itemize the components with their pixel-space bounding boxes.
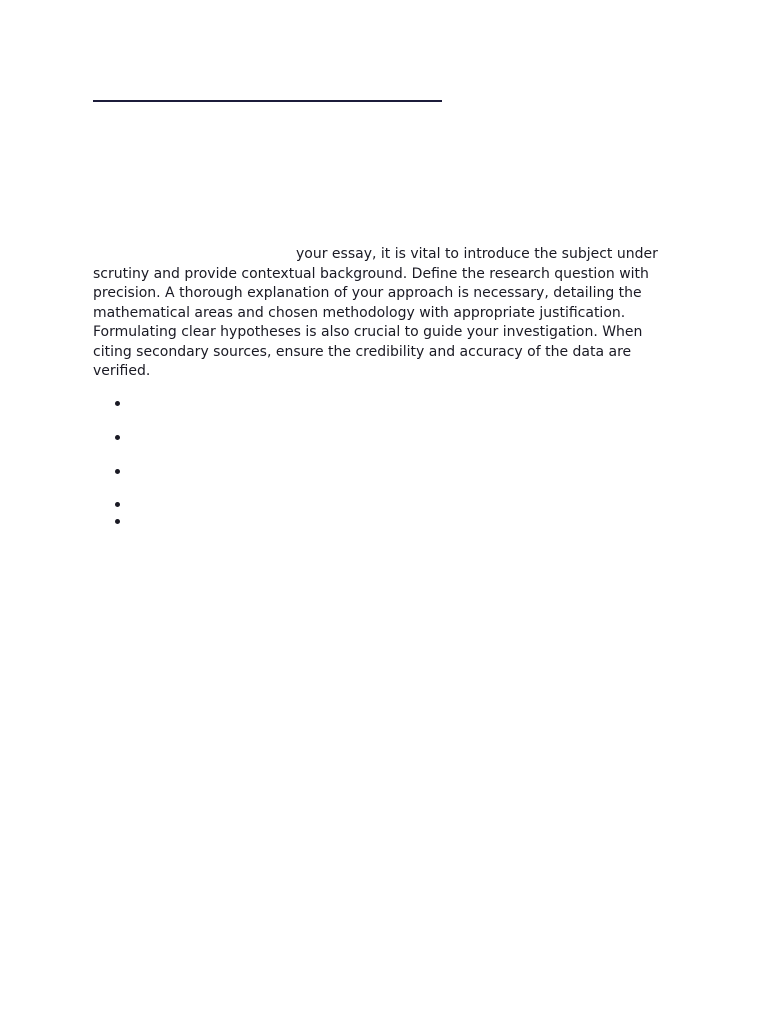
list-item [115,510,125,530]
list-item [115,392,125,412]
intro-paragraph: your essay, it is vital to introduce the subject under scrutiny and provide contextual background. Define the research question with precision. A thorough explanation of your approach is necessary, detailing the mathematical areas and chosen methodology with appropriate justification. Formulating clear hypotheses is also crucial to guide your investigation. When citing secondary sources, ensure the credibility and accuracy of the data are verified. [93,246,658,379]
heading-underline [93,100,442,102]
list-item [115,426,125,446]
list-item [115,460,125,480]
